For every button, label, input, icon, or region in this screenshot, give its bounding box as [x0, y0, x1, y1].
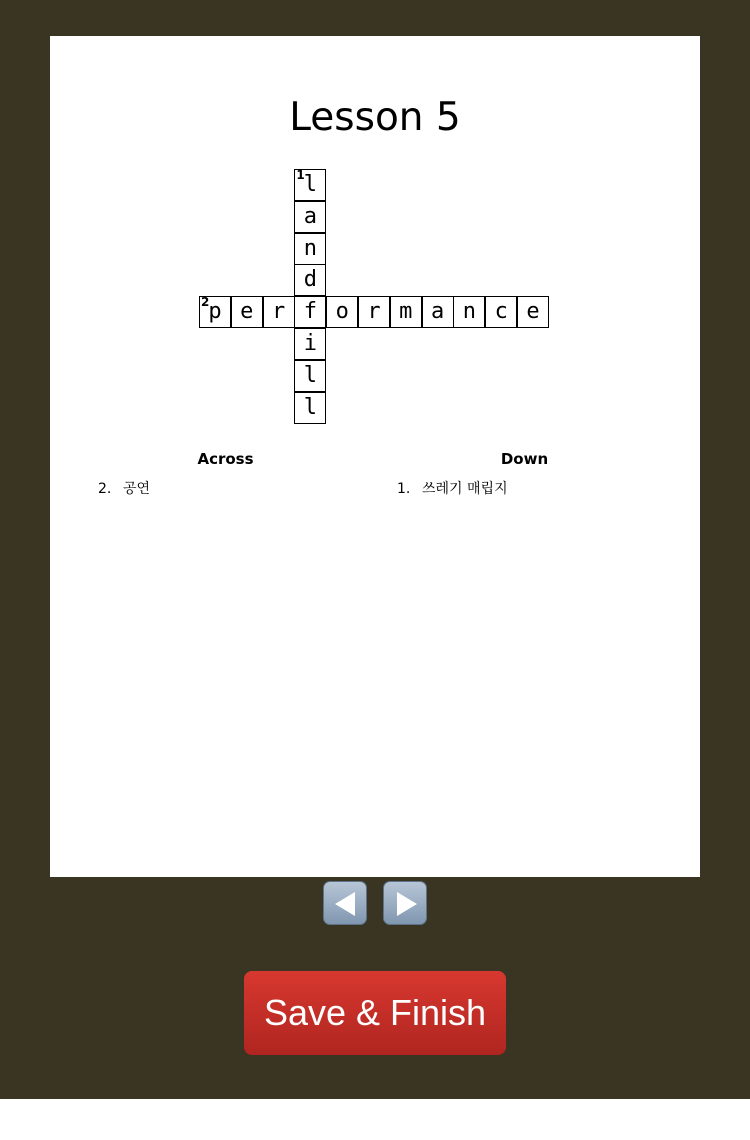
down-clues: [375, 450, 675, 498]
grid-cell[interactable]: [390, 296, 422, 328]
grid-cell[interactable]: [294, 233, 326, 265]
cell-letter: a: [303, 203, 318, 229]
cell-letter: e: [526, 299, 540, 325]
down-heading: Down: [500, 450, 549, 468]
cell-letter: m: [399, 299, 413, 325]
across-clue-item: [76, 480, 376, 498]
across-heading: Across: [197, 450, 254, 468]
grid-cell[interactable]: [294, 360, 326, 392]
across-clues: [76, 450, 376, 498]
cell-letter: e: [240, 299, 254, 325]
cell-letter: r: [271, 299, 286, 325]
cell-letter: a: [430, 299, 445, 325]
clue-number-label: 1: [296, 168, 305, 182]
clue-number: 1.: [397, 481, 411, 497]
cell-letter: l: [303, 172, 318, 197]
clue-text: 공연: [123, 481, 151, 497]
grid-cell[interactable]: [263, 296, 295, 328]
cell-letter: n: [462, 299, 477, 325]
cell-letter: d: [303, 267, 318, 293]
grid-cell[interactable]: [422, 296, 454, 328]
puzzle-page: [50, 36, 700, 877]
cell-letter: i: [303, 331, 318, 356]
grid-cell[interactable]: [326, 296, 358, 328]
cell-letter: l: [303, 362, 318, 388]
clue-text: 쓰레기 매립지: [422, 481, 508, 497]
down-clue-item: [375, 480, 675, 498]
grid-cell[interactable]: [294, 169, 326, 201]
grid-cell[interactable]: [294, 328, 326, 360]
save-and-finish-button[interactable]: Save & Finish: [244, 971, 506, 1055]
grid-cell[interactable]: [231, 296, 263, 328]
grid-cell[interactable]: [294, 264, 326, 296]
crossword-grid: [50, 36, 700, 466]
cell-letter: p: [208, 299, 222, 325]
cell-letter: c: [494, 299, 508, 325]
grid-cell[interactable]: [199, 296, 231, 328]
grid-cell[interactable]: [517, 296, 549, 328]
cell-letter: o: [335, 299, 349, 325]
cell-letter: l: [303, 394, 318, 420]
grid-cell[interactable]: [453, 296, 485, 328]
grid-cell[interactable]: [294, 201, 326, 233]
grid-cell[interactable]: [294, 296, 326, 328]
previous-page-button[interactable]: [323, 881, 367, 925]
left-arrow-icon: [324, 882, 368, 926]
next-page-button[interactable]: [383, 881, 427, 925]
page-title: Lesson 5: [289, 95, 461, 140]
right-arrow-icon: [384, 882, 428, 926]
grid-cell[interactable]: [358, 296, 390, 328]
cell-letter: n: [303, 235, 318, 261]
grid-cell[interactable]: [294, 392, 326, 424]
clue-number: 2.: [98, 481, 112, 497]
clue-number-label: 2: [201, 295, 210, 310]
grid-cell[interactable]: [485, 296, 517, 328]
cell-letter: r: [367, 299, 381, 325]
cell-letter: f: [303, 299, 318, 325]
